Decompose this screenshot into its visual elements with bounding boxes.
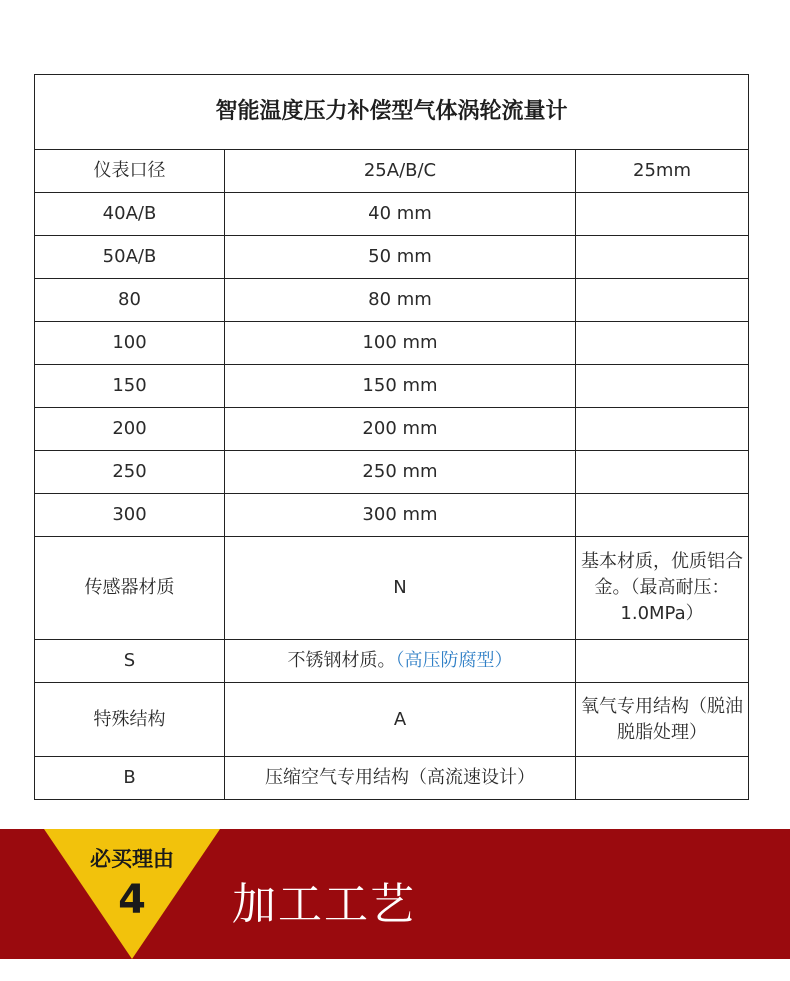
table-row [35, 193, 749, 236]
cell-label: 200 [35, 408, 225, 451]
table-row [35, 537, 749, 640]
cell-note [576, 365, 749, 408]
cell-label: 50A/B [35, 236, 225, 279]
table-row [35, 279, 749, 322]
cell-value: 40 mm [225, 193, 576, 236]
section-title: 加工工艺 [232, 879, 416, 930]
cell-label: 100 [35, 322, 225, 365]
table-row [35, 494, 749, 537]
cell-value: 300 mm [225, 494, 576, 537]
cell-label: 传感器材质 [35, 537, 225, 640]
cell-label: S [35, 640, 225, 683]
cell-value [225, 640, 576, 683]
table-row [35, 322, 749, 365]
cell-value: 100 mm [225, 322, 576, 365]
reason-badge [44, 829, 220, 959]
cell-label: 250 [35, 451, 225, 494]
cell-label: B [35, 757, 225, 800]
cell-label: 仪表口径 [35, 150, 225, 193]
material-note: （高压防腐型） [395, 650, 513, 671]
table-row [35, 683, 749, 757]
cell-note [576, 640, 749, 683]
cell-value: 250 mm [225, 451, 576, 494]
cell-label: 特殊结构 [35, 683, 225, 757]
cell-label: 150 [35, 365, 225, 408]
badge-number: 4 [118, 877, 146, 923]
spec-table [34, 74, 749, 800]
table-row [35, 757, 749, 800]
table-title: 智能温度压力补偿型气体涡轮流量计 [35, 75, 749, 150]
cell-note: 氧气专用结构（脱油脱脂处理） [576, 683, 749, 757]
table-row [35, 236, 749, 279]
cell-value: 压缩空气专用结构（高流速设计） [225, 757, 576, 800]
cell-note [576, 451, 749, 494]
cell-note [576, 279, 749, 322]
cell-note [576, 322, 749, 365]
cell-note [576, 193, 749, 236]
cell-note [576, 408, 749, 451]
cell-note [576, 757, 749, 800]
table-row [35, 451, 749, 494]
cell-value: A [225, 683, 576, 757]
table-row [35, 408, 749, 451]
table-title-row [35, 75, 749, 150]
table-row [35, 150, 749, 193]
cell-value: N [225, 537, 576, 640]
cell-label: 300 [35, 494, 225, 537]
table-row [35, 640, 749, 683]
cell-label: 40A/B [35, 193, 225, 236]
cell-value: 50 mm [225, 236, 576, 279]
cell-value: 25A/B/C [225, 150, 576, 193]
cell-note [576, 494, 749, 537]
material-text: 不锈钢材质。 [287, 650, 396, 671]
cell-value: 80 mm [225, 279, 576, 322]
cell-note [576, 236, 749, 279]
cell-note: 基本材质，优质铝合金。（最高耐压：1.0MPa） [576, 537, 749, 640]
cell-label: 80 [35, 279, 225, 322]
cell-note: 25mm [576, 150, 749, 193]
cell-value: 150 mm [225, 365, 576, 408]
cell-value: 200 mm [225, 408, 576, 451]
table-row [35, 365, 749, 408]
badge-label: 必买理由 [90, 847, 174, 871]
